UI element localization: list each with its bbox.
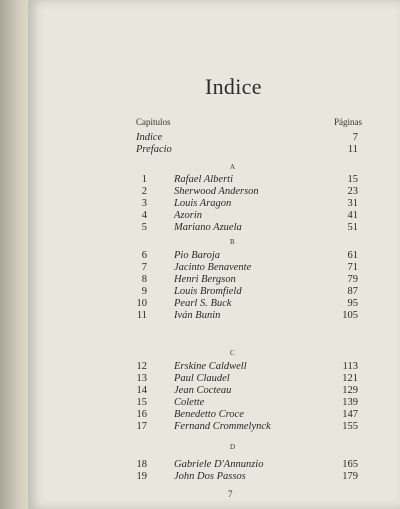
page-number: 147 [342,409,358,420]
author-name: Colette [174,397,205,408]
chapters-header: Capitulos [136,117,171,127]
front-matter-row [0,144,400,156]
pages-header: Páginas [334,117,362,127]
front-matter-name: Prefacio [136,144,172,155]
page-number: 51 [347,222,358,233]
toc-row [0,385,400,397]
page-number: 129 [342,385,358,396]
author-name: Benedetto Croce [174,409,244,420]
author-name: Pio Baroja [174,250,220,261]
page-number: 121 [342,373,358,384]
page-title: Indice [205,74,262,99]
section-letter: D [230,443,236,451]
toc-row [0,198,400,210]
author-name: Jacinto Benavente [174,262,252,273]
toc-row [0,298,400,310]
toc-row [0,174,400,186]
page-number: 79 [347,274,358,285]
chapter-number: 7 [141,262,147,273]
author-name: John Dos Passos [174,471,246,482]
chapter-number: 15 [136,397,147,408]
author-name: Gabriele D'Annunzio [174,459,264,470]
section-letter: B [230,238,235,246]
chapter-number: 9 [141,286,147,297]
page-number: 31 [347,198,358,209]
chapter-number: 17 [136,421,147,432]
chapter-number: 12 [136,361,147,372]
toc-row [0,210,400,222]
author-name: Pearl S. Buck [174,298,232,309]
author-name: Azorin [174,210,203,221]
page-number: 139 [342,397,358,408]
page-number: 23 [347,186,358,197]
chapter-number: 16 [136,409,147,420]
toc-row [0,222,400,234]
toc-row [0,409,400,421]
page-number: 87 [347,286,358,297]
author-name: Mariano Azuela [174,222,242,233]
section-letter: A [230,163,236,171]
author-name: Sherwood Anderson [174,186,259,197]
toc-row [0,471,400,483]
toc-row [0,262,400,274]
author-name: Erskine Caldwell [174,361,247,372]
page-number: 15 [347,174,358,185]
author-name: Henri Bergson [174,274,236,285]
page-number: 105 [342,310,358,321]
chapter-number: 4 [141,210,147,221]
toc-row [0,274,400,286]
front-matter-row [0,132,400,144]
toc-row [0,186,400,198]
chapter-number: 1 [141,174,147,185]
toc-row [0,361,400,373]
chapter-number: 3 [141,198,147,209]
chapter-number: 11 [136,310,147,321]
chapter-number: 18 [136,459,147,470]
chapter-number: 2 [141,186,147,197]
page-number: 95 [347,298,358,309]
page-number: 165 [342,459,358,470]
toc-row [0,373,400,385]
page-number: 61 [347,250,358,261]
chapter-number: 10 [136,298,147,309]
author-name: Paul Claudel [174,373,230,384]
page-number: 113 [342,361,358,372]
page-number: 155 [342,421,358,432]
chapter-number: 19 [136,471,147,482]
toc-row [0,250,400,262]
page-number: 179 [342,471,358,482]
page-number: 41 [347,210,358,221]
front-matter-page: 7 [352,132,358,143]
section-letter: C [230,349,235,357]
toc-row [0,459,400,471]
page-number: 71 [347,262,358,273]
author-name: Louis Aragon [174,198,232,209]
author-name: Fernand Crommelynck [174,421,271,432]
page-footer-number: 7 [228,489,233,499]
front-matter-name: Indice [136,132,163,143]
toc-row [0,310,400,322]
chapter-number: 8 [141,274,147,285]
chapter-number: 5 [141,222,147,233]
toc-row [0,397,400,409]
chapter-number: 13 [136,373,147,384]
toc-row [0,286,400,298]
chapter-number: 14 [136,385,147,396]
author-name: Iván Bunin [174,310,221,321]
chapter-number: 6 [141,250,147,261]
author-name: Rafael Alberti [174,174,234,185]
toc-row [0,421,400,433]
author-name: Louis Bromfield [174,286,242,297]
front-matter-page: 11 [347,144,358,155]
author-name: Jean Cocteau [174,385,232,396]
